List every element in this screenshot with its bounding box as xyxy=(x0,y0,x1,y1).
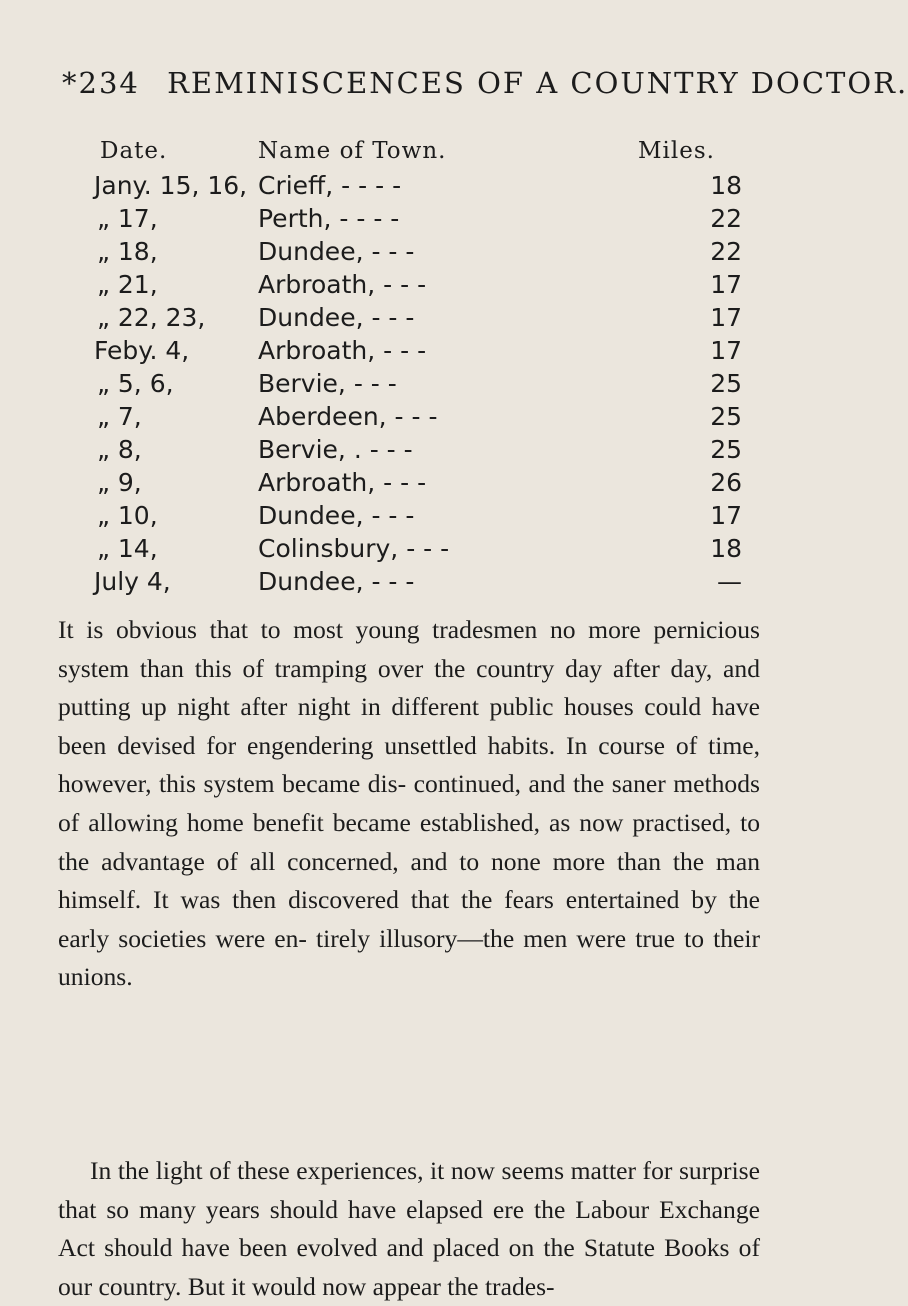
row-date: „ 22, 23, xyxy=(97,303,206,332)
row-miles: — xyxy=(717,567,742,596)
row-date: „ 10, xyxy=(97,501,158,530)
row-date: July 4, xyxy=(94,567,171,596)
column-header-town: Name of Town. xyxy=(258,138,447,164)
row-town: Dundee, - - - xyxy=(258,303,415,332)
table-row xyxy=(0,468,800,500)
row-date: Jany. 15, 16, xyxy=(94,171,248,200)
row-miles: 18 xyxy=(710,534,742,563)
table-row xyxy=(0,402,800,434)
row-town: Arbroath, - - - xyxy=(258,336,427,365)
table-row xyxy=(0,501,800,533)
row-date: Feby. 4, xyxy=(94,336,190,365)
row-miles: 25 xyxy=(710,369,742,398)
table-row xyxy=(0,435,800,467)
row-miles: 25 xyxy=(710,435,742,464)
table-row xyxy=(0,171,800,203)
row-miles: 22 xyxy=(710,237,742,266)
row-town: Arbroath, - - - xyxy=(258,468,427,497)
row-date: „ 9, xyxy=(97,468,142,497)
row-miles: 17 xyxy=(710,270,742,299)
row-town: Aberdeen, - - - xyxy=(258,402,438,431)
row-date: „ 21, xyxy=(97,270,158,299)
running-title: REMINISCENCES OF A COUNTRY DOCTOR. xyxy=(167,66,908,100)
row-date: „ 5, 6, xyxy=(97,369,174,398)
row-date: „ 17, xyxy=(97,204,158,233)
table-row xyxy=(0,534,800,566)
row-town: Perth, - - - - xyxy=(258,204,400,233)
table-row xyxy=(0,303,800,335)
row-date: „ 14, xyxy=(97,534,158,563)
row-town: Bervie, - - - xyxy=(258,369,397,398)
column-header-date: Date. xyxy=(100,138,168,164)
table-row xyxy=(0,567,800,599)
body-paragraph: It is obvious that to most young tradesmen no more pernicious system than this of tramping over the country day after day, and putting up night after night in different public houses could have been devised for engendering unsettled habits. In course of time, however, this system became dis- continued, and the saner methods of allowing home benefit became established, as now practised, to the advantage of all concerned, and to none more than the man himself. It was then discovered that the fears entertained by the early societies were en- tirely illusory—the men were true to their unions. xyxy=(58,615,760,992)
row-town: Crieff, - - - - xyxy=(258,171,402,200)
row-date: „ 7, xyxy=(97,402,142,431)
row-town: Colinsbury, - - - xyxy=(258,534,450,563)
row-miles: 17 xyxy=(710,336,742,365)
body-paragraph: In the light of these experiences, it now seems matter for surprise that so many years should have elapsed ere the Labour Exchange Act should have been evolved and placed on the Statute Books of our country. But it would now appear the trades- xyxy=(58,1156,760,1301)
table-row xyxy=(0,204,800,236)
row-miles: 22 xyxy=(710,204,742,233)
row-date: „ 18, xyxy=(97,237,158,266)
row-miles: 25 xyxy=(710,402,742,431)
table-row xyxy=(0,237,800,269)
row-town: Dundee, - - - xyxy=(258,567,415,596)
row-town: Arbroath, - - - xyxy=(258,270,427,299)
row-town: Dundee, - - - xyxy=(258,237,415,266)
row-miles: 18 xyxy=(710,171,742,200)
page-number: *234 xyxy=(62,66,140,100)
row-town: Dundee, - - - xyxy=(258,501,415,530)
running-header xyxy=(62,66,908,100)
row-town: Bervie, . - - - xyxy=(258,435,413,464)
row-miles: 26 xyxy=(710,468,742,497)
row-date: „ 8, xyxy=(97,435,142,464)
table-row xyxy=(0,369,800,401)
column-header-miles: Miles. xyxy=(638,138,715,164)
row-miles: 17 xyxy=(710,501,742,530)
table-row xyxy=(0,270,800,302)
row-miles: 17 xyxy=(710,303,742,332)
table-row xyxy=(0,336,800,368)
